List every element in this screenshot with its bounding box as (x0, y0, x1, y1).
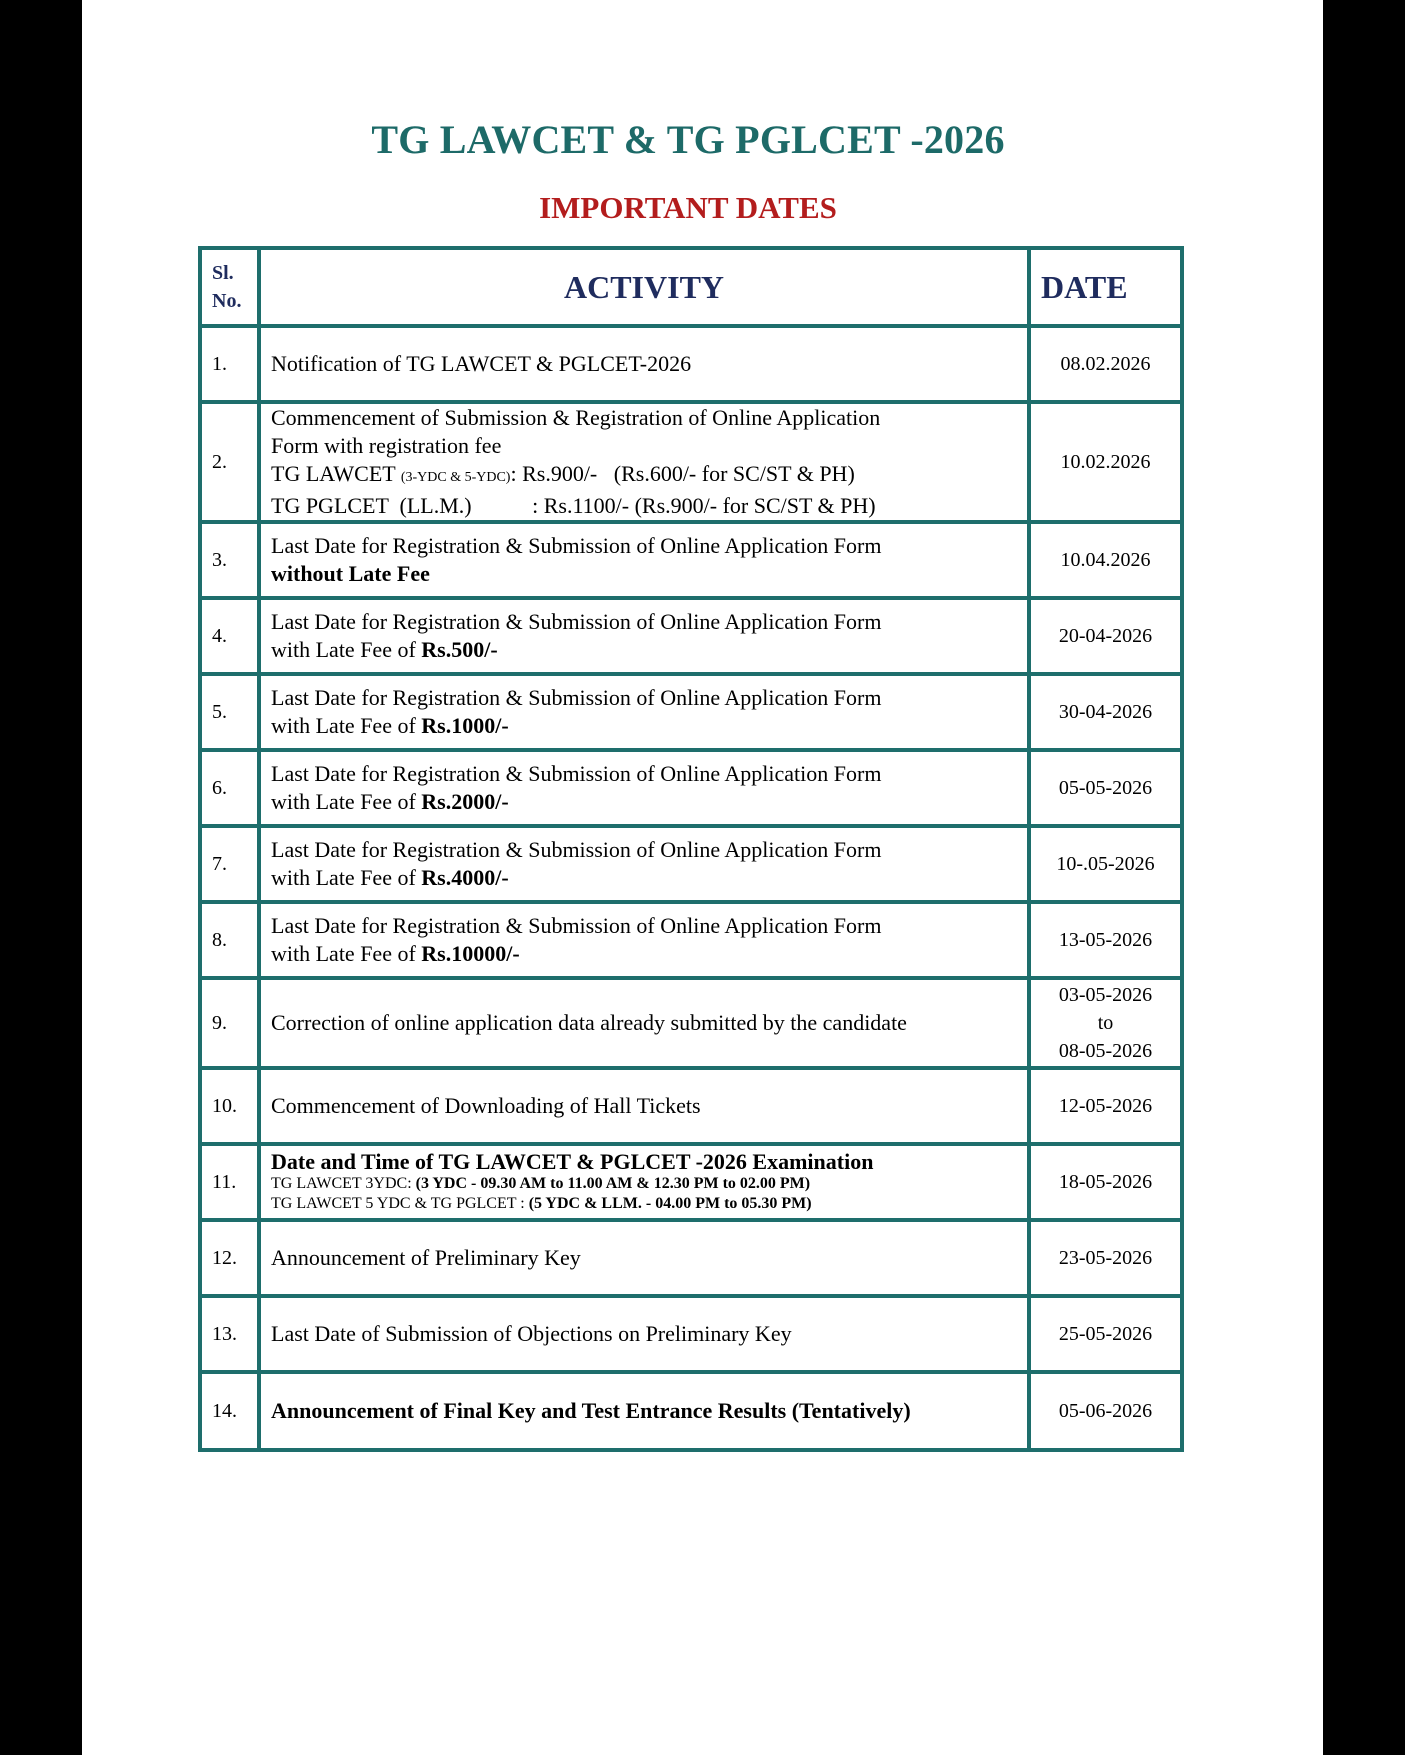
row-activity: Last Date of Submission of Objections on Preliminary Key (259, 1296, 1029, 1372)
document-page (82, 0, 1323, 1755)
table-row (200, 1220, 1182, 1296)
table-row (200, 522, 1182, 598)
page-title: TG LAWCET & TG PGLCET -2026 (371, 117, 1005, 162)
table-row (200, 902, 1182, 978)
row-date: 10-.05-2026 (1029, 826, 1182, 902)
row-sl: 13. (200, 1296, 259, 1372)
page-subtitle: IMPORTANT DATES (539, 190, 837, 225)
table-row (200, 750, 1182, 826)
row-activity: Last Date for Registration & Submission of Online Application Form with Late Fee of Rs.500/- (259, 598, 1029, 674)
table-row (200, 598, 1182, 674)
table-row (200, 1296, 1182, 1372)
row-sl: 11. (200, 1144, 259, 1220)
table-row (200, 1372, 1182, 1450)
row-date: 05-05-2026 (1029, 750, 1182, 826)
row-sl: 12. (200, 1220, 259, 1296)
row-date: 10.04.2026 (1029, 522, 1182, 598)
row-sl: 10. (200, 1068, 259, 1144)
row-activity: Correction of online application data already submitted by the candidate (259, 978, 1029, 1068)
row-activity: Last Date for Registration & Submission of Online Application Form with Late Fee of Rs.2000/- (259, 750, 1029, 826)
row-activity: Last Date for Registration & Submission of Online Application Form with Late Fee of Rs.10000/- (259, 902, 1029, 978)
row-sl: 3. (200, 522, 259, 598)
row-sl: 5. (200, 674, 259, 750)
row-date: 20-04-2026 (1029, 598, 1182, 674)
table-row (200, 402, 1182, 522)
row-date: 13-05-2026 (1029, 902, 1182, 978)
row-date: 03-05-2026 to 08-05-2026 (1029, 978, 1182, 1068)
row-date: 12-05-2026 (1029, 1068, 1182, 1144)
row-sl: 8. (200, 902, 259, 978)
row-sl: 14. (200, 1372, 259, 1450)
table-row (200, 826, 1182, 902)
row-activity: Announcement of Final Key and Test Entrance Results (Tentatively) (259, 1372, 1029, 1450)
row-sl: 4. (200, 598, 259, 674)
row-date: 10.02.2026 (1029, 402, 1182, 522)
row-activity: Announcement of Preliminary Key (259, 1220, 1029, 1296)
row-activity: Last Date for Registration & Submission of Online Application Form with Late Fee of Rs.1000/- (259, 674, 1029, 750)
row-sl: 9. (200, 978, 259, 1068)
row-date: 30-04-2026 (1029, 674, 1182, 750)
row-activity: Commencement of Downloading of Hall Tickets (259, 1068, 1029, 1144)
table-row (200, 1068, 1182, 1144)
table-row (200, 326, 1182, 402)
row-date: 18-05-2026 (1029, 1144, 1182, 1220)
row-sl: 6. (200, 750, 259, 826)
row-date: 08.02.2026 (1029, 326, 1182, 402)
row-date: 23-05-2026 (1029, 1220, 1182, 1296)
row-sl: 7. (200, 826, 259, 902)
header-date: DATE (1029, 248, 1182, 326)
header-sl-no: Sl. No. (200, 248, 259, 326)
table-header-row (200, 248, 1182, 326)
row-activity: Last Date for Registration & Submission of Online Application Form without Late Fee (259, 522, 1029, 598)
row-date: 05-06-2026 (1029, 1372, 1182, 1450)
table-row (200, 978, 1182, 1068)
row-activity: Commencement of Submission & Registration of Online Application Form with registration fee TG LAWCET (3-YDC & 5-YDC): Rs.900/- (Rs.600/- for SC/ST & PH) TG PGLCET (LL.M.) : Rs.1100/- (Rs.900/- for SC/ST & PH) (259, 402, 1029, 522)
header-activity: ACTIVITY (259, 248, 1029, 326)
row-date: 25-05-2026 (1029, 1296, 1182, 1372)
row-activity: Notification of TG LAWCET & PGLCET-2026 (259, 326, 1029, 402)
row-sl: 2. (200, 402, 259, 522)
important-dates-table (198, 246, 1184, 1452)
table-row (200, 1144, 1182, 1220)
table-row (200, 674, 1182, 750)
row-activity: Last Date for Registration & Submission of Online Application Form with Late Fee of Rs.4000/- (259, 826, 1029, 902)
row-sl: 1. (200, 326, 259, 402)
row-activity: Date and Time of TG LAWCET & PGLCET -2026 Examination TG LAWCET 3YDC: (3 YDC - 09.30 AM to 11.00 AM & 12.30 PM to 02.00 PM) TG LAWCET 5 YDC & TG PGLCET : (5 YDC & LLM. - 04.00 PM to 05.30 PM) (259, 1144, 1029, 1220)
